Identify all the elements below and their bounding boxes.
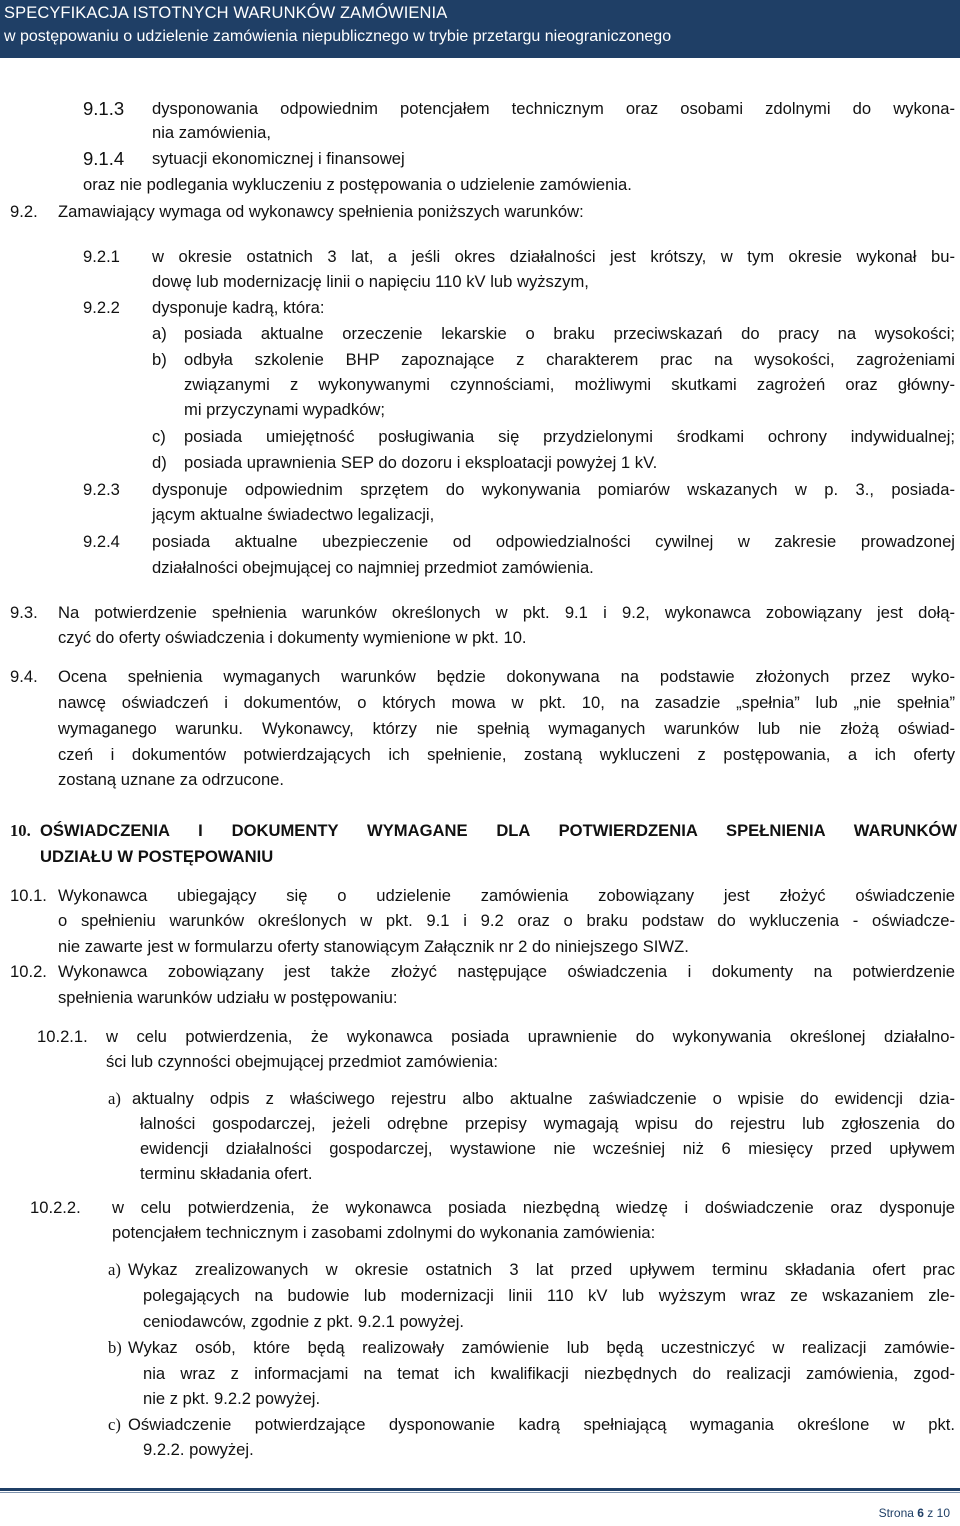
page-total: 10 (936, 1506, 950, 1520)
text-line: Wykaz osób, które będą realizowały zamówienie lub będą uczestniczyć w realizacji zamówie- (128, 1338, 955, 1357)
list-letter: b) (108, 1338, 122, 1357)
text-line: dysponowania odpowiednim potencjałem technicznym oraz osobami zdolnymi do wykona- (152, 99, 955, 118)
page-label: Strona (878, 1506, 914, 1520)
text-line: 9.2.2. powyżej. (143, 1440, 254, 1459)
text-line: czyć do oferty oświadczenia i dokumenty wymienione w pkt. 10. (58, 628, 527, 647)
list-letter: a) (108, 1260, 121, 1279)
list-letter: b) (152, 350, 167, 369)
list-letter: d) (152, 453, 167, 472)
text-line: łalności gospodarczej, jeżeli odrębne przepisy wymagają wpisu do rejestru lub zgłoszenia do (140, 1114, 955, 1133)
text-line: posiada aktualne orzeczenie lekarskie o braku przeciwskazań do pracy na wysokości; (184, 324, 955, 343)
page-indicator (879, 1506, 950, 1520)
page-separator: z (927, 1506, 934, 1520)
header-subtitle: w postępowaniu o udzielenie zamówienia niepublicznego w trybie przetargu nieograniczonego (4, 28, 672, 45)
text-line: dysponuje odpowiednim sprzętem do wykonywania pomiarów wskazanych w p. 3., posiada- (152, 480, 955, 499)
text-line: ści lub czynności obejmującej przedmiot zamówienia: (106, 1052, 498, 1071)
text-line: wymaganego warunku. Wykonawcy, którzy nie spełnią wymaganych warunków lub nie złożą oświad- (58, 719, 955, 738)
footer-divider (0, 1488, 960, 1491)
text-line: działalności obejmującej co najmniej przedmiot zamówienia. (152, 558, 594, 577)
item-number: 10.2.2. (30, 1198, 81, 1217)
text-line: nia wraz z informacjami na temat ich kwalifikacji niezbędnych do realizacji zamówienia, zgod- (143, 1364, 955, 1383)
text-line: nie z pkt. 9.2.2 powyżej. (143, 1389, 321, 1408)
list-letter: c) (108, 1415, 121, 1434)
text-line: mi przyczynami wypadków; (184, 400, 386, 419)
text-line: nawcę oświadczeń i dokumentów, o których mowa w pkt. 10, na zasadzie „spełnia” lub „nie spełnia” (58, 693, 955, 712)
section-number: 9.2. (10, 202, 38, 221)
item-number: 9.2.3 (83, 480, 120, 499)
text-line: ceniodawców, zgodnie z pkt. 9.2.1 powyżej. (143, 1312, 465, 1331)
text-line: związanymi z wykonywanymi czynnościami, możliwymi skutkami zagrożeń oraz główny- (184, 375, 955, 394)
text-line: polegających na budowie lub modernizacji linii 110 kV lub wyższym wraz ze wskazaniem zle- (143, 1286, 955, 1305)
text-line: czeń i dokumentów potwierdzających ich spełnienie, zostaną wykluczeni z postępowania, a ich oferty (58, 745, 955, 764)
text-line: posiada uprawnienia SEP do dozoru i eksploatacji powyżej 1 kV. (184, 453, 658, 472)
item-number: 9.2.1 (83, 247, 120, 266)
text-line: oraz nie podlegania wykluczeniu z postępowania o udzielenie zamówienia. (83, 175, 632, 194)
text-line: jącym aktualne świadectwo legalizacji, (152, 505, 435, 524)
footer-divider-thin (0, 1492, 960, 1493)
text-line: sytuacji ekonomicznej i finansowej (152, 149, 405, 168)
text-line: posiada umiejętność posługiwania się przydzielonymi środkami ochrony indywidualnej; (184, 427, 955, 446)
section-number: 9.3. (10, 603, 38, 622)
text-line: dowę lub modernizację linii o napięciu 110 kV lub wyższym, (152, 272, 589, 291)
list-letter: a) (108, 1089, 121, 1108)
text-line: Na potwierdzenie spełnienia warunków określonych w pkt. 9.1 i 9.2, wykonawca zobowiązany jest dołą- (58, 603, 955, 622)
page-current: 6 (917, 1506, 924, 1520)
text-line: terminu składania ofert. (140, 1164, 313, 1183)
item-number: 9.1.3 (83, 98, 125, 119)
text-line: nie zawarte jest w formularzu oferty stanowiącym Załącznik nr 2 do niniejszego SIWZ. (58, 937, 689, 956)
section-heading: OŚWIADCZENIA I DOKUMENTY WYMAGANE DLA POTWIERDZENIA SPEŁNIENIA WARUNKÓW (40, 821, 957, 840)
text-line: potencjałem technicznym i zasobami zdolnymi do wykonania zamówienia: (112, 1223, 656, 1242)
text-line: w celu potwierdzenia, że wykonawca posiada uprawnienie do wykonywania określonej działalno- (106, 1027, 955, 1046)
text-line: ewidencji działalności gospodarczej, wystawione nie wcześniej niż 6 miesięcy przed upływem (140, 1139, 955, 1158)
section-heading-number: 10. (10, 821, 31, 840)
section-number: 10.1. (10, 886, 47, 905)
text-line: dysponuje kadrą, która: (152, 298, 325, 317)
text-line: Wykonawca zobowiązany jest także złożyć następujące oświadczenia i dokumenty na potwierdzenie (58, 962, 955, 981)
text-line: posiada aktualne ubezpieczenie od odpowiedzialności cywilnej w zakresie prowadzonej (152, 532, 955, 551)
text-line: aktualny odpis z właściwego rejestru albo aktualne zaświadczenie o wpisie do ewidencji dzia- (132, 1089, 955, 1108)
item-number: 10.2.1. (37, 1027, 88, 1046)
text-line: Wykonawca ubiegający się o udzielenie zamówienia zobowiązany jest złożyć oświadczenie (58, 886, 955, 905)
item-number: 9.2.4 (83, 532, 120, 551)
text-line: odbyła szkolenie BHP zapoznające z charakterem prac na wysokości, zagrożeniami (184, 350, 955, 369)
header-title: SPECYFIKACJA ISTOTNYCH WARUNKÓW ZAMÓWIENIA (4, 4, 448, 22)
text-line: Wykaz zrealizowanych w okresie ostatnich 3 lat przed upływem terminu składania ofert prac (128, 1260, 955, 1279)
list-letter: a) (152, 324, 167, 343)
item-number: 9.2.2 (83, 298, 120, 317)
text-line: w okresie ostatnich 3 lat, a jeśli okres działalności jest krótszy, w tym okresie wykonał bu- (152, 247, 955, 266)
text-line: Ocena spełnienia wymaganych warunków będzie dokonywana na podstawie złożonych przez wyko- (58, 667, 955, 686)
section-heading: UDZIAŁU W POSTĘPOWANIU (40, 847, 274, 866)
section-number: 9.4. (10, 667, 38, 686)
section-number: 10.2. (10, 962, 47, 981)
list-letter: c) (152, 427, 166, 446)
item-number: 9.1.4 (83, 148, 125, 169)
text-line: Zamawiający wymaga od wykonawcy spełnienia poniższych warunków: (58, 202, 584, 221)
text-line: w celu potwierdzenia, że wykonawca posiada niezbędną wiedzę i doświadczenie oraz dysponuje (112, 1198, 955, 1217)
text-line: zostaną uznane za odrzucone. (58, 770, 285, 789)
text-line: nia zamówienia, (152, 123, 271, 142)
text-line: Oświadczenie potwierdzające dysponowanie kadrą spełniającą wymagania określone w pkt. (128, 1415, 955, 1434)
text-line: o spełnieniu warunków określonych w pkt. 9.1 i 9.2 oraz o braku podstaw do wykluczenia - oświadcze- (58, 911, 955, 930)
text-line: spełnienia warunków udziału w postępowaniu: (58, 988, 398, 1007)
